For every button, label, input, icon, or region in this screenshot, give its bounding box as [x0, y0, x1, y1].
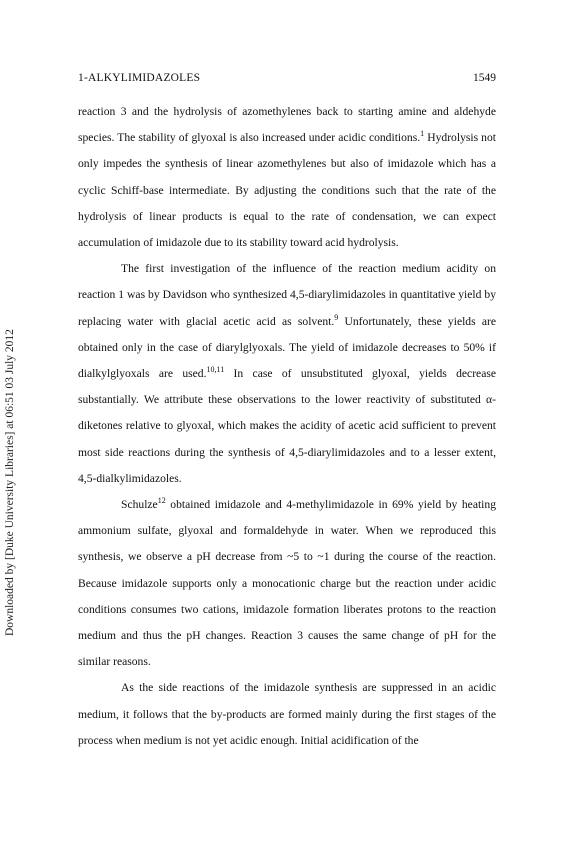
paragraph-4	[78, 675, 496, 754]
paragraph-3-text-b: obtained imidazole and 4-methylimidazole in 69% yield by heating ammonium sulfate, glyoxal and formaldehyde in water. When we reproduced this synthesis, we observe a pH decrease from ~5 to ~1 during the course of the reaction. Because imidazole supports only a monocationic charge but the reaction under acidic conditions consumes two cations, imidazole formation liberates protons to the reaction medium and thus the pH changes. Reaction 3 causes the same change of pH for the similar reasons.	[78, 498, 496, 669]
paragraph-3-text-a: Schulze	[121, 498, 158, 512]
article-body	[78, 99, 496, 754]
citation-10-11: 10,11	[206, 365, 225, 375]
paragraph-2-text-c: In case of unsubstituted glyoxal, yields decrease substantially. We attribute these observations to the lower reactivity of substituted α-diketones relative to glyoxal, which makes the acidity of acetic acid sufficient to prevent most side reactions during the synthesis of 4,5-diarylimidazoles and to a lesser extent, 4,5-dialkylimidazoles.	[78, 367, 497, 485]
download-watermark: Downloaded by [Duke University Libraries] at 06:51 03 July 2012	[4, 329, 16, 636]
citation-9: 9	[334, 312, 339, 322]
paragraph-1	[78, 99, 496, 256]
page-number: 1549	[473, 72, 496, 84]
citation-12: 12	[157, 496, 166, 506]
paragraph-1-text-a: reaction 3 and the hydrolysis of azomethylenes back to starting amine and aldehyde species. The stability of glyoxal is also increased under acidic conditions.	[78, 105, 496, 145]
page-header	[78, 72, 496, 88]
running-head: 1-ALKYLIMIDAZOLES	[78, 72, 201, 84]
paragraph-2-text-b: Unfortunately, these yields are obtained only in the case of diarylglyoxals. The yield of imidazole decreases to 50% if dialkylglyoxals are used.	[78, 314, 496, 381]
paragraph-2	[78, 256, 496, 492]
paragraph-1-text-b: Hydrolysis not only impedes the synthesis of linear azomethylenes but also of imidazole which has a cyclic Schiff-base intermediate. By adjusting the conditions such that the rate of the hydrolysis of linear products is equal to the rate of condensation, we can expect accumulation of imidazole due to its stability toward acid hydrolysis.	[78, 131, 496, 250]
paragraph-3	[78, 492, 496, 675]
paragraph-2-text-a: The first investigation of the influence of the reaction medium acidity on reaction 1 was by Davidson who synthesized 4,5-diarylimidazoles in quantitative yield by replacing water with glacial acetic acid as solvent.	[78, 262, 496, 328]
paragraph-4-text-a: As the side reactions of the imidazole synthesis are suppressed in an acidic medium, it follows that the by-products are formed mainly during the first stages of the process when medium is not yet acidic enough. Initial acidification of the	[78, 681, 496, 747]
citation-1: 1	[420, 129, 425, 139]
